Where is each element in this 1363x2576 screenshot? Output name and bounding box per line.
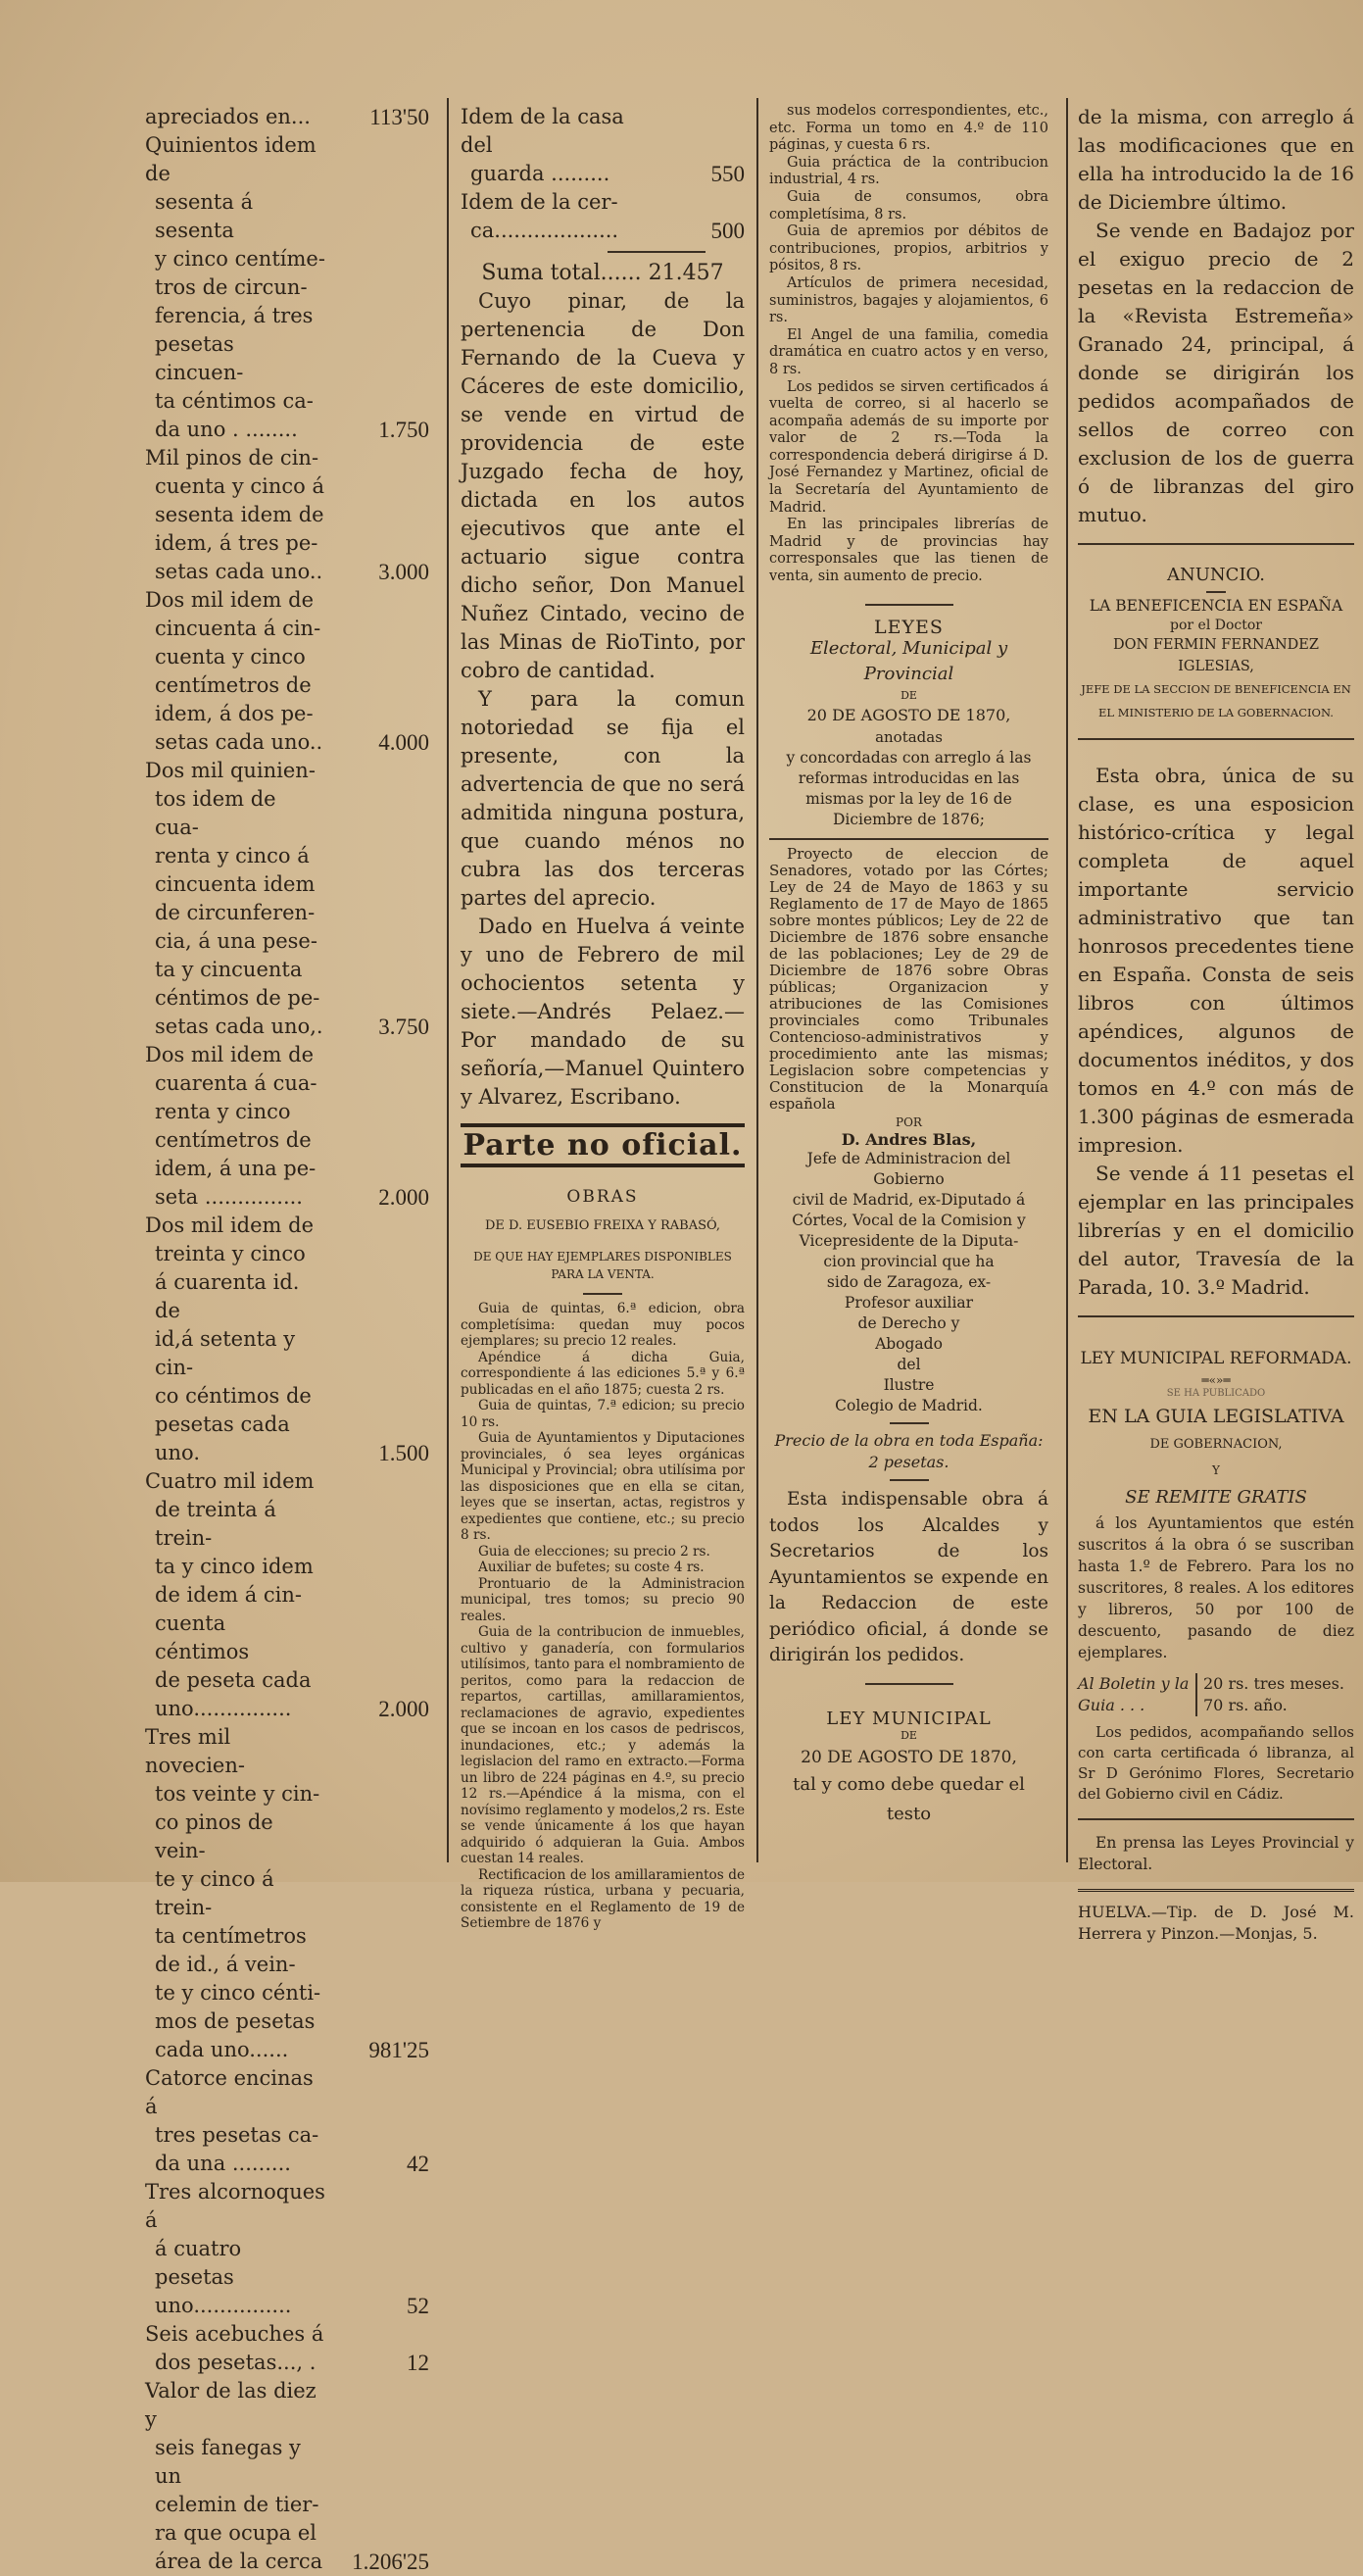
item-line: ta y cinco idem xyxy=(155,1555,314,1578)
item-line: de circunferen- xyxy=(155,901,316,924)
book-entry: Guia de Ayuntamientos y Diputaciones provinciales, ó sea leyes orgánicas Municipal y Provincial; obra utilísima por las disposiciones que en ella se citan, leyes que se insertan, actas, registros y expedientes que contiene, etc.; su precio 8 rs. xyxy=(461,1430,745,1543)
author-line: Córtes, Vocal de la Comision y xyxy=(792,1212,1026,1229)
item-line: ferencia, á tres xyxy=(155,304,314,327)
item-description xyxy=(461,103,642,188)
inventory-item xyxy=(145,2377,429,2576)
item-line: Mil pinos de cin- xyxy=(145,446,319,470)
item-line: Quinientos idem de xyxy=(145,133,316,185)
item-amount: 1.500 xyxy=(378,1441,429,1465)
item-line: ta centímetros xyxy=(155,1924,307,1948)
item-line: cincuenta idem xyxy=(155,872,316,896)
author-line: sido de Zaragoza, ex- xyxy=(826,1273,992,1291)
item-line: Tres alcornoques á xyxy=(145,2180,325,2232)
inventory-item xyxy=(461,103,745,188)
intro-2: Se vende en Badajoz por el exiguo precio de 2 pesetas en la redaccion de la «Revista Estremeña» Granado 24, principal, á donde se dirigirán los pedidos acompañados de sellos de correo con exclusion de los de guerra ó de libranzas del giro mutuo. xyxy=(1078,219,1354,526)
item-amount: 1.750 xyxy=(378,418,429,442)
item-amount: 113'50 xyxy=(369,105,429,129)
y-label: Y xyxy=(1212,1463,1220,1477)
price-line: Precio de la obra en toda España: 2 pesetas. xyxy=(774,1431,1044,1471)
item-line: apreciados en... xyxy=(145,105,311,128)
inventory-item xyxy=(145,586,429,757)
inventory-item xyxy=(145,1041,429,1212)
doctor-name: DON FERMIN FERNANDEZ IGLESIAS, xyxy=(1113,637,1319,674)
leyes-sub: Electoral, Municipal y Provincial xyxy=(809,638,1008,685)
inventory-item xyxy=(145,103,429,131)
item-line: Cuatro mil idem xyxy=(145,1469,315,1493)
boletin-label: Al Boletin y la Guia . . . xyxy=(1078,1674,1190,1714)
item-line: cada uno...... xyxy=(155,2038,289,2061)
item-line: cuenta y cinco xyxy=(155,645,306,669)
ley-de: DE xyxy=(901,1729,917,1743)
sale-notice-3: Dado en Huelva á veinte y uno de Febrero de mil ochocientos setenta y siete.—Andrés Pelaez.—Por mandado de su señoría,—Manuel Quintero y Alvarez, Escribano. xyxy=(461,915,745,1109)
leyes-date: 20 DE AGOSTO DE 1870, xyxy=(806,705,1011,724)
column-rule xyxy=(756,98,758,1862)
book-entry: Prontuario de la Administracion municipal, tres tomos; su precio 90 reales. xyxy=(461,1575,745,1624)
item-amount: 3.750 xyxy=(378,1015,429,1039)
item-line: id,á setenta y cin- xyxy=(155,1327,296,1379)
price-quarter: 20 rs. tres meses. xyxy=(1203,1674,1344,1693)
item-line: Idem de la casa del xyxy=(461,105,624,157)
item-line: y cinco centíme- xyxy=(155,247,325,271)
price-year: 70 rs. año. xyxy=(1203,1696,1288,1714)
leyes-body: Proyecto de eleccion de Senadores, votado por las Córtes; Ley de 24 de Mayo de 1863 y su Reglamento de 17 de Mayo de 1865 sobre montes públicos; Ley de 22 de Diciembre de 1876 sobre ensanche de las poblaciones; Ley de 29 de Diciembre de 1876 sobre Obras públicas; Organizacion y atribuciones de las Comisiones provinciales como Tribunales Contencioso-administrativos y procedimiento ante las mismas; Legislacion sobre competencias y Constitucion de la Monarquía española xyxy=(769,844,1048,1113)
book-entry: El Angel de una familia, comedia dramática en cuatro actos y en verso, 8 rs. xyxy=(769,326,1048,377)
item-description xyxy=(145,757,326,1041)
ley-date: 20 DE AGOSTO DE 1870, xyxy=(801,1747,1017,1767)
item-line: Dos mil idem de xyxy=(145,1214,314,1237)
item-amount: 42 xyxy=(407,2152,429,2176)
ley-reformada: LEY MUNICIPAL REFORMADA. xyxy=(1080,1349,1352,1368)
beneficencia-title: LA BENEFICENCIA EN ESPAÑA xyxy=(1089,597,1343,615)
intro: de la misma, con arreglo á las modificaciones que en ella ha introducido la de 16 de Diciembre último. xyxy=(1078,105,1354,214)
item-line: seta ............... xyxy=(155,1185,303,1209)
en-prensa: En prensa las Leyes Provincial y Electoral. xyxy=(1078,1834,1354,1873)
remite-body: á los Ayuntamientos que estén suscritos á la obra ó se suscriban hasta 1.º de Febrero. Para los no suscritores, 8 reales. A los editores y libreros, 50 por 100 de descuento, pasando de diez ejemplares. xyxy=(1078,1514,1354,1661)
item-amount: 2.000 xyxy=(378,1697,429,1721)
leyes-de: DE xyxy=(901,689,917,703)
item-line: idem, á una pe- xyxy=(155,1157,316,1180)
item-line: Idem de la cer- xyxy=(461,190,618,214)
item-description xyxy=(145,2377,326,2576)
item-line: tos veinte y cin- xyxy=(155,1782,320,1806)
item-line: cincuenta á cin- xyxy=(155,617,321,640)
inventory-item xyxy=(145,2320,429,2377)
inventory-item xyxy=(145,2178,429,2320)
item-line: Dos mil idem de xyxy=(145,588,314,612)
item-line: tres pesetas ca- xyxy=(155,2123,319,2147)
book-entry: Guia de quintas, 7.ª edicion; su precio 10 rs. xyxy=(461,1398,745,1430)
item-line: uno............... xyxy=(155,2294,292,2317)
obras-author: DE D. EUSEBIO FREIXA Y RABASÓ, xyxy=(484,1218,721,1233)
item-line: de peseta cada xyxy=(155,1668,312,1692)
book-entry: Rectificacion de los amillaramientos de la riqueza rústica, urbana y pecuaria, consistente en el Reglamento de 19 de Setiembre de 1876 y xyxy=(461,1866,745,1931)
item-line: treinta y cinco xyxy=(155,1242,306,1265)
ley-tail: tal y como debe quedar el testo xyxy=(793,1773,1025,1824)
por-label: POR xyxy=(896,1115,922,1129)
item-line: sesenta á sesenta xyxy=(155,190,254,242)
item-amount: 3.000 xyxy=(378,560,429,584)
item-line: Dos mil quinien- xyxy=(145,759,316,782)
item-description xyxy=(145,1041,326,1212)
section-title: Parte no oficial. xyxy=(462,1128,743,1163)
item-line: ta y cincuenta xyxy=(155,958,303,981)
item-line: sesenta idem de xyxy=(155,503,324,526)
obras-sub: DE QUE HAY EJEMPLARES DISPONIBLES PARA LA VENTA. xyxy=(473,1250,732,1281)
item-line: Catorce encinas á xyxy=(145,2066,314,2118)
inventory-item xyxy=(145,1723,429,2064)
book-entry: Los pedidos se sirven certificados á vuelta de correo, si al hacerlo se acompaña además de su importe por valor de 2 rs.—Toda la correspondencia deberá dirigirse á D. José Fernandez y Martinez, oficial de la Secretaría del Ayuntamiento de Madrid. xyxy=(769,378,1048,516)
column-2 xyxy=(461,103,745,1931)
item-line: de id., á vein- xyxy=(155,1953,296,1976)
guia-legislativa: EN LA GUIA LEGISLATIVA xyxy=(1088,1406,1344,1427)
item-line: ra que ocupa el xyxy=(155,2521,317,2545)
item-line: tros de circun- xyxy=(155,275,308,299)
item-line: ta céntimos ca- xyxy=(155,389,314,413)
item-line: pesetas cincuen- xyxy=(155,332,244,384)
leyes-desc: y concordadas con arreglo á las reformas introducidas en las mismas por la ley de 16 de Diciembre de 1876; xyxy=(786,748,1032,828)
item-line: área de la cerca xyxy=(155,2550,323,2573)
item-amount: 12 xyxy=(407,2351,429,2375)
ley-municipal-title: LEY MUNICIPAL xyxy=(826,1708,992,1729)
author-line: Colegio de Madrid. xyxy=(835,1397,983,1414)
sum-total: Suma total...... 21.457 xyxy=(481,261,724,285)
item-line: cia, á una pese- xyxy=(155,929,317,953)
item-amount: 981'25 xyxy=(368,2038,429,2062)
book-entry: Guia de quintas, 6.ª edicion, obra completísima: quedan muy pocos ejemplares; su precio 12 reales. xyxy=(461,1301,745,1349)
item-line: tos idem de cua- xyxy=(155,787,276,839)
inventory-item xyxy=(145,2064,429,2178)
book-entry: Guia de apremios por débitos de contribuciones, propios, arbitrios y pósitos, 8 rs. xyxy=(769,223,1048,274)
column-rule xyxy=(1066,98,1068,1862)
book-entry: Guia de consumos, obra completísima, 8 rs. xyxy=(769,188,1048,223)
item-line: centímetros de xyxy=(155,1128,312,1152)
author-line: Jefe de Administracion del Gobierno xyxy=(806,1150,1011,1188)
column-rule xyxy=(447,98,449,1862)
column-2-items xyxy=(461,103,745,245)
item-line: co pinos de vein- xyxy=(155,1810,273,1862)
author-line: Ilustre xyxy=(883,1376,935,1394)
author-line: Vicepresidente de la Diputa- xyxy=(799,1232,1019,1250)
item-line: da una ......... xyxy=(155,2152,291,2175)
item-line: á cuatro pesetas xyxy=(155,2237,242,2289)
book-entry: En las principales librerías de Madrid y de provincias hay corresponsales que las tienen de venta, sin aumento de precio. xyxy=(769,517,1048,585)
item-description xyxy=(145,1467,326,1723)
item-line: guarda ......... xyxy=(470,162,610,185)
item-amount: 1.206'25 xyxy=(352,2550,429,2574)
beneficencia-body-2: Se vende á 11 pesetas el ejemplar en las principales librerías y en el domicilio del autor, Travesía de la Parada, 10. 3.º Madrid. xyxy=(1078,1162,1354,1299)
inventory-item xyxy=(145,1467,429,1723)
item-line: mos de pesetas xyxy=(155,2009,316,2033)
item-line: centímetros de xyxy=(155,673,312,697)
item-line: idem, á tres pe- xyxy=(155,531,318,555)
item-line: da uno . ........ xyxy=(155,418,298,441)
item-description xyxy=(461,188,642,245)
item-line: Dos mil idem de xyxy=(145,1043,314,1066)
jefe-title: JEFE DE LA SECCION DE BENEFICENCIA EN EL MINISTERIO DE LA GOBERNACION. xyxy=(1081,682,1351,719)
leyes-title: LEYES xyxy=(874,616,944,638)
item-amount: 500 xyxy=(710,219,745,243)
item-description xyxy=(145,1212,326,1467)
item-line: de treinta á trein- xyxy=(155,1498,276,1550)
inventory-item xyxy=(145,1212,429,1467)
item-line: celemin de tier- xyxy=(155,2493,319,2516)
book-entry: Auxiliar de bufetes; su coste 4 rs. xyxy=(478,1560,705,1575)
item-line: idem, á dos pe- xyxy=(155,702,314,725)
item-line: te y cinco cénti- xyxy=(155,1981,321,2005)
item-line: céntimos de pe- xyxy=(155,986,320,1010)
item-line: de idem á cin- xyxy=(155,1583,303,1607)
item-amount: 52 xyxy=(407,2294,429,2318)
book-entry: sus modelos correspondientes, etc., etc. Forma un tomo en 4.º de 110 páginas, y cuesta 6 rs. xyxy=(769,103,1048,154)
books-list xyxy=(461,1301,745,1932)
book-entry: Apéndice á dicha Guia, correspondiente á las ediciones 5.ª y 6.ª publicadas en el año 1875; cuesta 2 rs. xyxy=(461,1349,745,1398)
item-line: seis fanegas y un xyxy=(155,2436,301,2488)
item-line: cuarenta á cua- xyxy=(155,1071,317,1095)
inventory-item xyxy=(461,188,745,245)
author-lines xyxy=(769,1149,1048,1416)
imprenta: HUELVA.—Tip. de D. José M. Herrera y Pinzon.—Monjas, 5. xyxy=(1078,1903,1354,1943)
inventory-item xyxy=(145,757,429,1041)
item-line: renta y cinco á xyxy=(155,844,310,867)
item-amount: 550 xyxy=(710,162,745,186)
obras-title: OBRAS xyxy=(566,1187,639,1207)
item-line: renta y cinco xyxy=(155,1100,291,1123)
column-3 xyxy=(769,103,1048,1867)
item-line: cuenta y cinco á xyxy=(155,474,325,498)
price-body: Esta indispensable obra á todos los Alcaldes y Secretarios de los Ayuntamientos se expende en la Redaccion de este periódico oficial, á donde se dirigirán los pedidos. xyxy=(769,1489,1048,1665)
author-line: del xyxy=(897,1356,921,1373)
item-line: dos pesetas..., . xyxy=(155,2351,316,2374)
item-line: te y cinco á trein- xyxy=(155,1867,274,1919)
item-amount: 2.000 xyxy=(378,1185,429,1210)
column-1-inventory xyxy=(145,103,429,2574)
sale-notice: Cuyo pinar, de la pertenencia de Don Fernando de la Cueva y Cáceres de este domicilio, se vende en virtud de providencia de este Juzgado fecha de hoy, dictada en los autos ejecutivos que ante el actuario sigue contra dicho señor, Don Manuel Nuñez Cintado, vecino de las Minas de RioTinto, por cobro de cantidad. xyxy=(461,289,745,682)
item-line: Tres mil novecien- xyxy=(145,1725,245,1777)
item-amount: 4.000 xyxy=(378,730,429,755)
column-4: de la misma, con arreglo á las modificaciones que en ella ha introducido la de 16 de Diciembre último. Se vende en Badajoz por el exiguo precio de 2 pesetas en la redaccion de la «Revista Estremeña» Granado 24, principal, á donde se dirigirán los pedidos acompañados de sellos de correo con exclusion de los de guerra ó de libranzas del giro mutuo. ANUNCIO. LA BENEFICENCIA EN ESPAÑA por el Doctor DON FERMIN FERNANDEZ IGLESIAS, JEFE DE LA SECCION DE BENEFICENCIA EN EL MINISTERIO DE LA GOBERNACION. Esta obra, única de su clase, es una esposicion histórico-crítica y legal completa de aquel importante servicio administrativo que tan honrosos precedentes tiene en España. Consta de seis libros con últimos apéndices, algunos de documentos inéditos, y dos tomos en 4.º con más de 1.300 páginas de esmerada impresion. Se vende á 11 pesetas el ejemplar en las principales librerías y en el domicilio del autor, Travesía de la Parada, 10. 3.º Madrid. LEY MUNICIPAL REFORMADA. ═«»═ SE HA PUBLICADO EN LA GUIA LEGISLATIVA DE GOBERNACION, Y SE REMITE GRATIS á los Ayuntamientos que estén suscritos á la obra ó se suscriban hasta 1.º de Febrero. Para los no suscritores, 8 reales. A los editores y libreros, 50 por 100 de descuento, pasando de diez ejemplares. Al Boletin y la Guia . . . 20 rs. tres meses. 70 rs. año. Los pedidos, acompañando sellos con carta certificada ó libranza, al Sr D Gerónimo Flores, Secretario del Gobierno civil en Cádiz. En prensa las Leyes Provincial y Electoral. HUELVA.—Tip. de D. José M. Herrera y Pinzon.—Monjas, 5. xyxy=(1078,105,1354,1943)
pedidos: Los pedidos, acompañando sellos con carta certificada ó libranza, al Sr D Gerónimo Flores, Secretario del Gobierno civil en Cádiz. xyxy=(1078,1723,1354,1803)
item-line: setas cada uno,. xyxy=(155,1015,323,1038)
item-line: Valor de las diez y xyxy=(145,2379,316,2431)
book-entry: Guia práctica de la contribucion industrial, 4 rs. xyxy=(769,154,1048,188)
inventory-item xyxy=(145,444,429,586)
gobernacion: DE GOBERNACION, xyxy=(1149,1437,1283,1452)
item-description xyxy=(145,2064,326,2178)
book-entry: Guia de elecciones; su precio 2 rs. xyxy=(478,1543,710,1560)
book-entry: Artículos de primera necesidad, suministros, bagajes y alojamientos, 6 rs. xyxy=(769,274,1048,326)
item-line: ca................... xyxy=(470,219,619,242)
item-line: á cuarenta id. de xyxy=(155,1270,300,1322)
anuncio-title: ANUNCIO. xyxy=(1167,565,1265,585)
beneficencia-body: Esta obra, única de su clase, es una esposicion histórico-crítica y legal completa de aquel importante servicio administrativo que tan honrosos precedentes tiene en España. Consta de seis libros con últimos apéndices, algunos de documentos inéditos, y dos tomos en 4.º con más de 1.300 páginas de esmerada impresion. xyxy=(1078,764,1354,1157)
author-line: Profesor auxiliar xyxy=(844,1294,974,1312)
item-description xyxy=(145,2320,326,2377)
author-line: Abogado xyxy=(875,1335,943,1353)
item-line: Seis acebuches á xyxy=(145,2322,324,2346)
por-el-doctor: por el Doctor xyxy=(1170,618,1262,633)
item-line: cuenta céntimos xyxy=(155,1611,250,1663)
book-entry: Guia de la contribucion de inmuebles, cultivo y ganadería, con formularios utilísimos, tanto para el nombramiento de peritos, como para la redaccion de repartos, cartillas, amillaramientos, reclamaciones de agravio, expedientes que se incoan en los casos de pedriscos, inundaciones, etc.; y además la legislacion del ramo en extracto.—Forma un libro de 224 páginas en 4.º, su precio 12 rs.—Apéndice á la misma, con el novísimo reglamento y modelos,2 rs. Este se vende únicamente á los que hayan adquirido ó adquieran la Guia. Ambos cuestan 14 reales. xyxy=(461,1624,745,1866)
item-line: uno............... xyxy=(155,1697,292,1720)
author-line: cion provincial que ha xyxy=(823,1253,995,1270)
author-line: civil de Madrid, ex-Diputado á xyxy=(792,1191,1026,1209)
item-description xyxy=(145,1723,326,2064)
item-description xyxy=(145,586,326,757)
item-line: setas cada uno.. xyxy=(155,730,323,754)
item-description xyxy=(145,2178,326,2320)
item-description xyxy=(145,103,326,131)
books-list-cont xyxy=(769,103,1048,586)
item-description xyxy=(145,444,326,586)
leyes-anotadas: anotadas xyxy=(875,727,943,746)
item-line: co céntimos de xyxy=(155,1384,312,1408)
sale-notice-2: Y para la comun notoriedad se fija el presente, con la advertencia de que no será admitida ninguna postura, que cuando ménos no cubra las dos terceras partes del aprecio. xyxy=(461,687,745,910)
publicado: SE HA PUBLICADO xyxy=(1166,1388,1266,1399)
item-line: pesetas cada uno. xyxy=(155,1412,290,1464)
remite-gratis: SE REMITE GRATIS xyxy=(1125,1487,1307,1508)
item-line: setas cada uno.. xyxy=(155,560,323,583)
author-name: D. Andres Blas, xyxy=(841,1130,977,1150)
price-table xyxy=(1078,1673,1354,1716)
author-line: de Derecho y xyxy=(857,1314,960,1332)
inventory-item xyxy=(145,131,429,444)
item-description xyxy=(145,131,326,444)
